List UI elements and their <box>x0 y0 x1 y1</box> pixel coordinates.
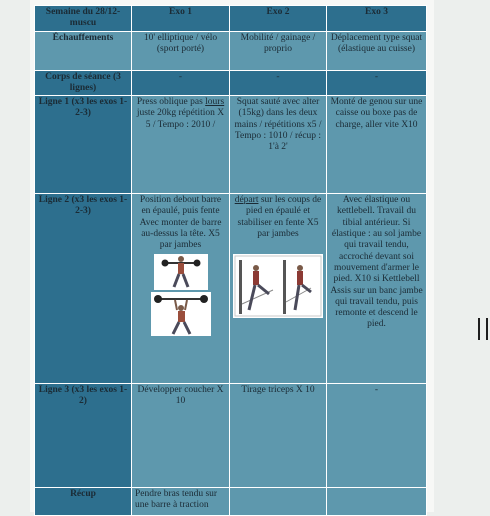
recovery-exo3 <box>327 488 427 516</box>
line2-exo1-text: Position debout barre en épaulé, puis fente Avec monter de barre au-dessus la tête. X5 par jambes <box>139 195 222 251</box>
cable-kick-illustration <box>233 254 323 318</box>
line3-exo2: Tirage triceps X 10 <box>230 384 327 488</box>
exo3-header: Exo 3 <box>327 6 427 32</box>
line3-exo3: - <box>327 384 427 488</box>
body-section-exo3: - <box>327 70 427 96</box>
recovery-exo1: Pendre bras tendu sur une barre à traction <box>132 488 230 516</box>
warmup-label: Échauffements <box>35 31 132 70</box>
line2-row <box>35 194 427 384</box>
body-section-exo2: - <box>230 70 327 96</box>
line2-label: Ligne 2 (x3 les exos 1-2-3) <box>35 194 132 384</box>
exo1-header: Exo 1 <box>132 6 230 32</box>
week-header: Semaine du 28/12- muscu <box>35 6 132 32</box>
line2-exo2-underlined: départ <box>234 195 259 206</box>
warmup-exo1: 10' elliptique / vélo (sport porté) <box>132 31 230 70</box>
line1-exo1-part1: Press oblique pas <box>136 97 206 108</box>
line2-exo3: Avec élastique ou kettlebell. Travail du tibial antérieur. Si élastique : au sol jambe qui travail tendu, accroché devant soi mouvement d'armer le pied. X10 si Kettlebell Assis sur un banc jambe qui travail tendu, puis remonte et descend le pied. <box>327 194 427 384</box>
recovery-row <box>35 488 427 516</box>
line1-exo1 <box>132 96 230 194</box>
line1-exo2: Squat sauté avec alter (15kg) dans les deux mains / répétitions x5 / Tempo : 1010 / récup : 1'à 2' <box>230 96 327 194</box>
line1-row <box>35 96 427 194</box>
line2-exo2 <box>230 194 327 384</box>
warmup-exo3: Déplacement type squat (élastique au cuisse) <box>327 31 427 70</box>
warmup-exo2: Mobilité / gainage / proprio <box>230 31 327 70</box>
line3-label: Ligne 3 (x3 les exos 1-2) <box>35 384 132 488</box>
overhead-press-illustration <box>151 292 211 336</box>
line3-exo1: Développer coucher X 10 <box>132 384 230 488</box>
line1-exo1-part2: juste 20kg répétition X 5 / Tempo : 2010 / <box>136 108 225 130</box>
recovery-label: Récup <box>35 488 132 516</box>
body-section-row <box>35 70 427 96</box>
body-section-exo1: - <box>132 70 230 96</box>
lunge-exercise-illustration <box>154 254 208 290</box>
line2-exo2-text: sur les coups de pied en épaulé et stabiliser en fente X5 par jambes <box>237 195 322 240</box>
recovery-exo2 <box>230 488 327 516</box>
line2-exo1 <box>132 194 230 384</box>
warmup-row <box>35 31 427 70</box>
line1-label: Ligne 1 (x3 les exos 1-2-3) <box>35 96 132 194</box>
line1-exo1-underlined: lours <box>205 97 225 108</box>
page-edge-mark <box>478 318 488 340</box>
line1-exo3: Monté de genou sur une caisse ou boxe pas de charge, aller vite X10 <box>327 96 427 194</box>
training-plan-table <box>34 5 427 516</box>
line3-row <box>35 384 427 488</box>
exo2-header: Exo 2 <box>230 6 327 32</box>
body-section-label: Corps de séance (3 lignes) <box>35 70 132 96</box>
header-row <box>35 6 427 32</box>
